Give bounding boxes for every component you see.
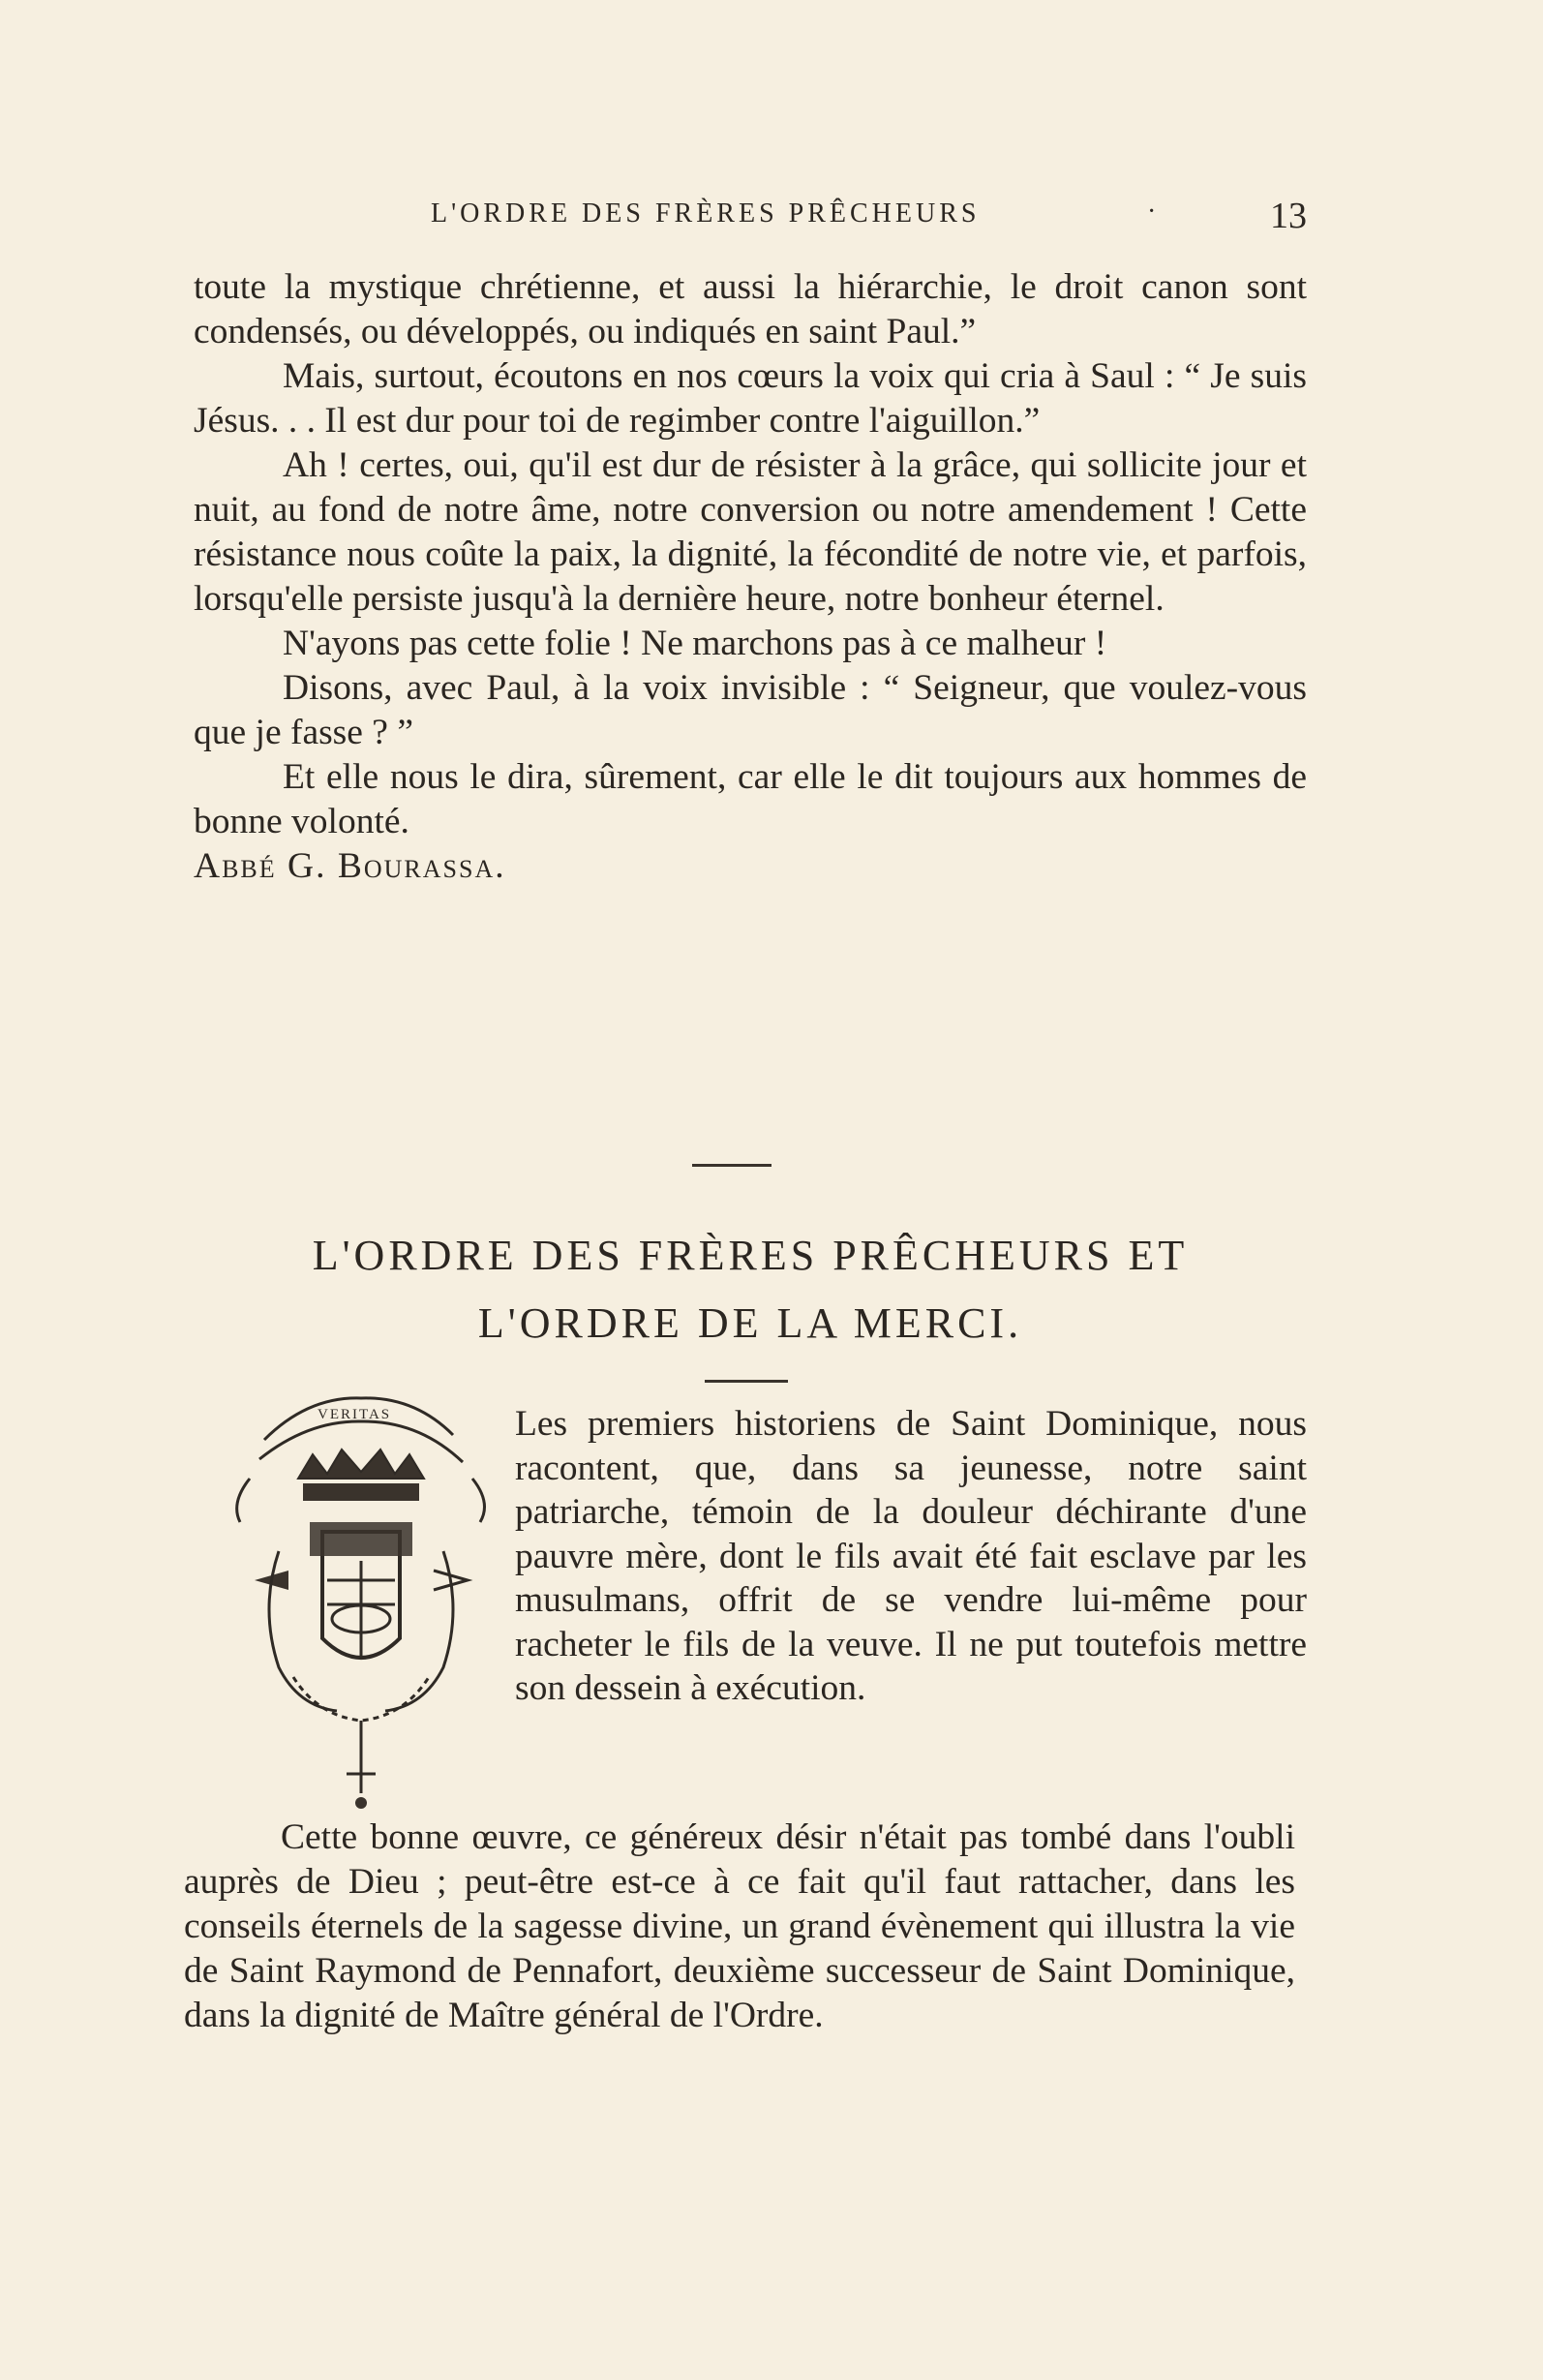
coat-of-arms-icon (221, 1387, 501, 1822)
section-title (194, 1222, 1307, 1358)
section-title-line: L'ORDRE DES FRÈRES PRÊCHEURS ET (312, 1232, 1189, 1279)
paragraph: toute la mystique chrétienne, et aussi la hiérarchie, le droit canon sont condensés, ou développés, ou indiqués en saint Paul.” (194, 267, 1307, 351)
article-merci-body (184, 1816, 1295, 2038)
page-number: 13 (1270, 196, 1307, 236)
title-underline (705, 1380, 788, 1383)
running-head (194, 198, 1316, 237)
article-merci-intro (515, 1402, 1307, 1711)
paragraph: Cette bonne œuvre, ce généreux désir n'était pas tombé dans l'oubli auprès de Dieu ; peut-être est-ce à ce fait qu'il faut rattacher, dans les conseils éternels de la sagesse divine, un grand évènement qui illustra la vie de Saint Raymond de Pennafort, deuxième successeur de Saint Dominique, dans la dignité de Maître général de l'Ordre. (184, 1817, 1295, 2035)
section-title-line: L'ORDRE DE LA MERCI. (477, 1299, 1023, 1347)
paragraph: Les premiers historiens de Saint Dominique, nous racontent, que, dans sa jeunesse, notre saint patriarche, témoin de la douleur déchirante d'une pauvre mère, dont le fils avait été fait esclave par les musulmans, offrit de se vendre lui-même pour racheter le fils de la veuve. Il ne put toutefois mettre son dessein à exécution. (515, 1404, 1307, 1708)
signature: Abbé G. Bourassa. (194, 846, 506, 886)
paragraph: N'ayons pas cette folie ! Ne marchons pas à ce malheur ! (283, 624, 1107, 663)
running-title: L'ORDRE DES FRÈRES PRÊCHEURS (431, 198, 981, 229)
paragraph: Ah ! certes, oui, qu'il est dur de résister à la grâce, qui sollicite jour et nuit, au fond de notre âme, notre conversion ou notre amendement ! Cette résistance nous coûte la paix, la dignité, la fécondité de notre vie, et parfois, lorsqu'elle persiste jusqu'à la dernière heure, notre bonheur éternel. (194, 445, 1307, 619)
paragraph: Mais, surtout, écoutons en nos cœurs la voix qui cria à Saul : “ Je suis Jésus. . . Il est dur pour toi de regimber contre l'aiguillon.” (194, 356, 1307, 441)
article-bourassa (194, 265, 1307, 889)
paragraph: Disons, avec Paul, à la voix invisible : “ Seigneur, que voulez-vous que je fasse ? ” (194, 668, 1307, 752)
paragraph: Et elle nous le dira, sûrement, car elle le dit toujours aux hommes de bonne volonté. (194, 757, 1307, 841)
crest-motto: VERITAS (318, 1407, 392, 1422)
section-divider (692, 1164, 772, 1167)
header-separator: · (1147, 197, 1161, 227)
